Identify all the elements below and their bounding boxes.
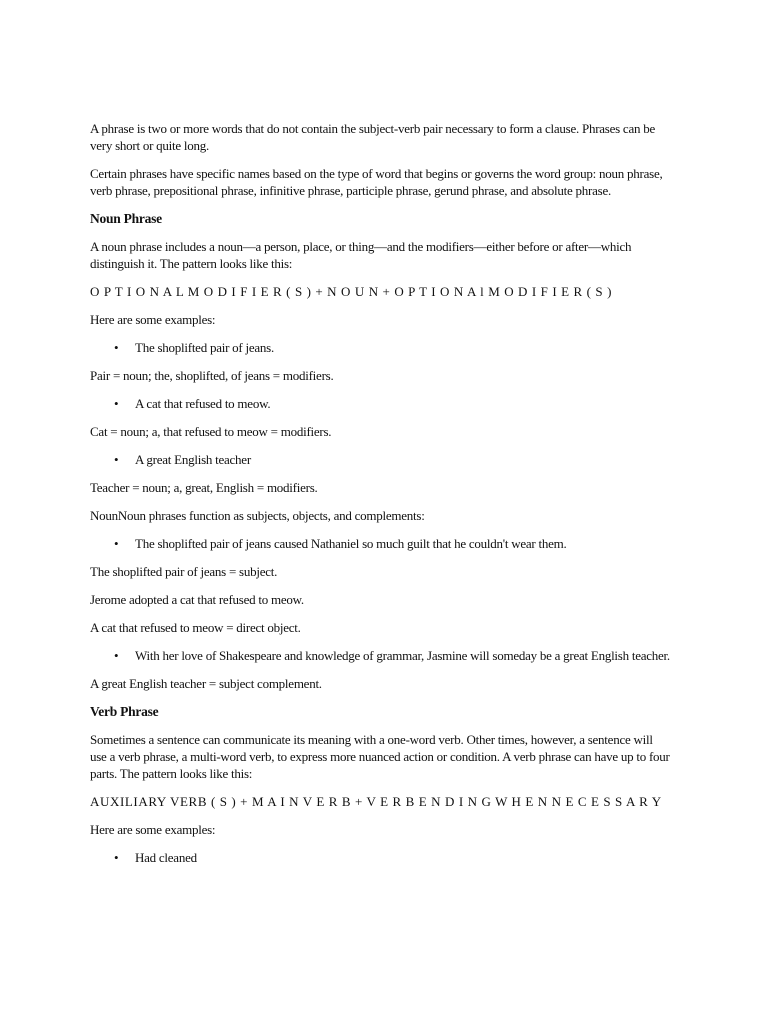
example-text: A great English teacher xyxy=(135,452,251,467)
bullet-icon: • xyxy=(114,452,119,467)
noun-function-paragraph: NounNoun phrases function as subjects, objects, and complements: xyxy=(90,508,425,523)
example-text: The shoplifted pair of jeans caused Nathaniel so much guilt that he couldn't wear them. xyxy=(135,536,567,551)
noun-phrase-pattern: O P T I O N A L M O D I F I E R ( S ) + N O U N + O P T I O N A l M O D I F I E R ( S ) xyxy=(90,284,613,299)
bullet-icon: • xyxy=(114,396,119,411)
example-text: Had cleaned xyxy=(135,850,197,865)
verb-examples-intro: Here are some examples: xyxy=(90,822,216,837)
example-text: A cat that refused to meow. xyxy=(135,396,271,411)
bullet-icon: • xyxy=(114,340,119,355)
list-item xyxy=(90,395,670,412)
list-item xyxy=(90,535,670,552)
list-item xyxy=(90,451,670,468)
example-sentence: Jerome adopted a cat that refused to meow. xyxy=(90,592,304,607)
example-note: A cat that refused to meow = direct object. xyxy=(90,620,301,635)
example-note: Cat = noun; a, that refused to meow = modifiers. xyxy=(90,424,332,439)
example-note: The shoplifted pair of jeans = subject. xyxy=(90,564,278,579)
example-text: With her love of Shakespeare and knowledge of grammar, Jasmine will someday be a great English teacher. xyxy=(135,648,670,663)
example-note: A great English teacher = subject complement. xyxy=(90,676,322,691)
example-note: Pair = noun; the, shoplifted, of jeans = modifiers. xyxy=(90,368,334,383)
noun-phrase-heading: Noun Phrase xyxy=(90,211,162,226)
document-page xyxy=(90,120,670,877)
list-item xyxy=(90,339,670,356)
intro-paragraph-2: Certain phrases have specific names based on the type of word that begins or governs the word group: noun phrase, verb phrase, prepositional phrase, infinitive phrase, participle phrase, gerund phrase, and absolute phrase. xyxy=(90,166,663,198)
bullet-icon: • xyxy=(114,648,119,663)
list-item xyxy=(90,647,670,664)
verb-phrase-heading: Verb Phrase xyxy=(90,704,159,719)
verb-phrase-definition: Sometimes a sentence can communicate its meaning with a one-word verb. Other times, however, a sentence will use a verb phrase, a multi-word verb, to express more nuanced action or condition. A verb phrase can have up to four parts. The pattern looks like this: xyxy=(90,732,670,781)
example-note: Teacher = noun; a, great, English = modifiers. xyxy=(90,480,318,495)
bullet-icon: • xyxy=(114,850,119,865)
bullet-icon: • xyxy=(114,536,119,551)
intro-paragraph-1: A phrase is two or more words that do not contain the subject-verb pair necessary to form a clause. Phrases can be very short or quite long. xyxy=(90,121,655,153)
example-text: The shoplifted pair of jeans. xyxy=(135,340,274,355)
list-item xyxy=(90,849,670,866)
verb-phrase-pattern: AUXILIARY VERB ( S ) + M A I N V E R B + V E R B E N D I N G W H E N N E C E S S A R Y xyxy=(90,794,662,809)
noun-phrase-definition: A noun phrase includes a noun—a person, place, or thing—and the modifiers—either before or after—which distinguish it. The pattern looks like this: xyxy=(90,239,632,271)
noun-examples-intro: Here are some examples: xyxy=(90,312,216,327)
